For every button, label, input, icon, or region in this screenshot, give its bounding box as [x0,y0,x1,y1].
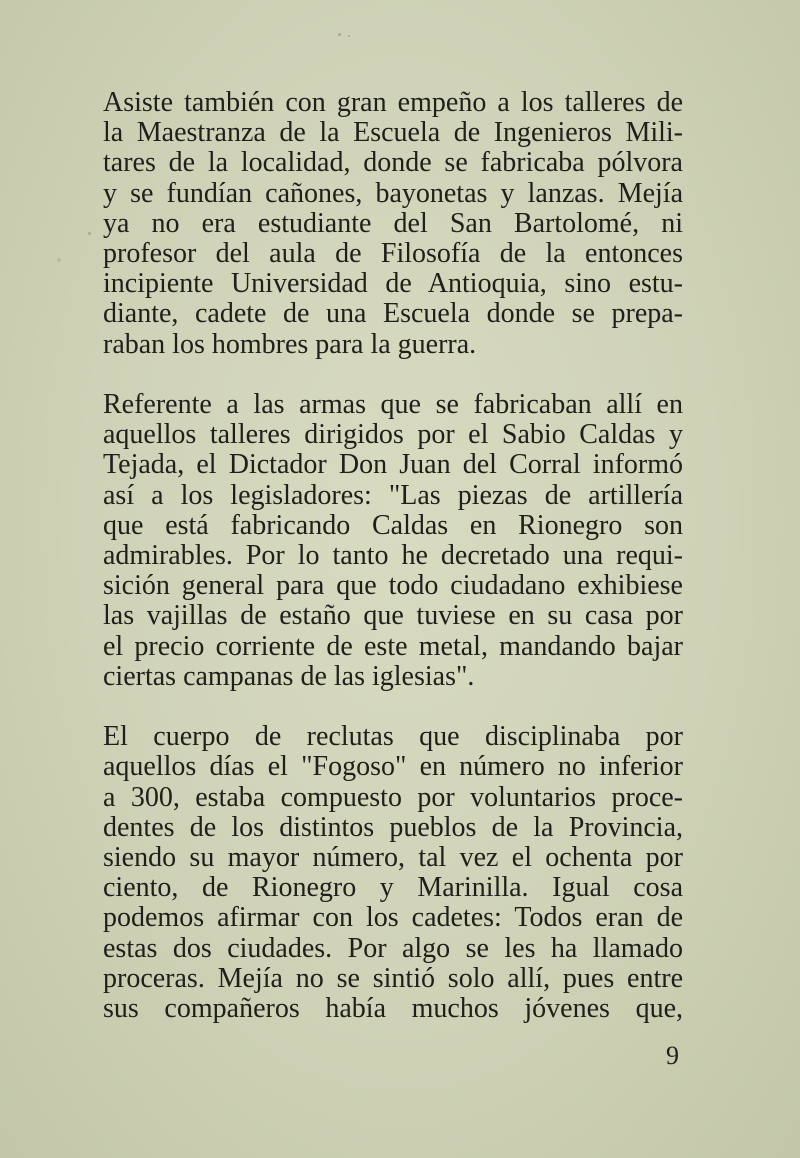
text-line: siendo su mayor número, tal vez el ochenta por [103,842,683,874]
text-line: sición general para que todo ciudadano exhibiese [103,570,683,602]
paper-speck [57,258,61,262]
paper-speck [348,35,350,37]
text-line: ciertas campanas de las iglesias". [103,660,475,692]
text-line: aquellos días el "Fogoso" en número no inferior [103,751,683,783]
text-line: sus compañeros había muchos jóvenes que, [103,993,683,1025]
text-line: profesor del aula de Filosofía de la entonces [103,238,683,270]
text-line: raban los hombres para la guerra. [103,328,477,360]
page-number: 9 [666,1041,679,1070]
text-line: incipiente Universidad de Antioquia, sino estu- [103,268,683,300]
paper-speck [338,33,341,36]
text-line: así a los legisladores: "Las piezas de artillería [103,479,683,511]
text-line: proceras. Mejía no se sintió solo allí, pues entre [103,962,683,994]
text-line: tares de la localidad, donde se fabricaba pólvora [103,147,683,179]
paper-speck [88,232,91,235]
text-line: diante, cadete de una Escuela donde se prepa- [103,298,683,330]
text-line: ciento, de Rionegro y Marinilla. Igual cosa [103,872,683,904]
text-line: y se fundían cañones, bayonetas y lanzas. Mejía [103,177,683,209]
text-line: las vajillas de estaño que tuviese en su casa por [103,600,683,632]
text-line: podemos afirmar con los cadetes: Todos eran de [103,902,683,934]
text-line: la Maestranza de la Escuela de Ingenieros Mili- [103,117,683,149]
text-line: dentes de los distintos pueblos de la Provincia, [103,811,683,843]
text-line: a 300, estaba compuesto por voluntarios proce- [103,781,683,813]
paragraph-2 [103,390,683,692]
text-line: Referente a las armas que se fabricaban allí en [103,389,683,421]
text-line: El cuerpo de reclutas que disciplinaba por [103,721,683,753]
text-line: admirables. Por lo tanto he decretado una requi- [103,540,683,572]
paragraph-1 [103,88,683,360]
text-line: Tejada, el Dictador Don Juan del Corral informó [103,449,683,481]
text-line: aquellos talleres dirigidos por el Sabio Caldas y [103,419,683,451]
body-text [103,88,683,1054]
text-line: ya no era estudiante del San Bartolomé, ni [103,207,683,239]
paragraph-3 [103,722,683,1024]
text-line: que está fabricando Caldas en Rionegro son [103,509,683,541]
text-line: el precio corriente de este metal, mandando bajar [103,630,683,662]
text-line: estas dos ciudades. Por algo se les ha llamado [103,932,683,964]
text-line: Asiste también con gran empeño a los talleres de [103,87,683,118]
